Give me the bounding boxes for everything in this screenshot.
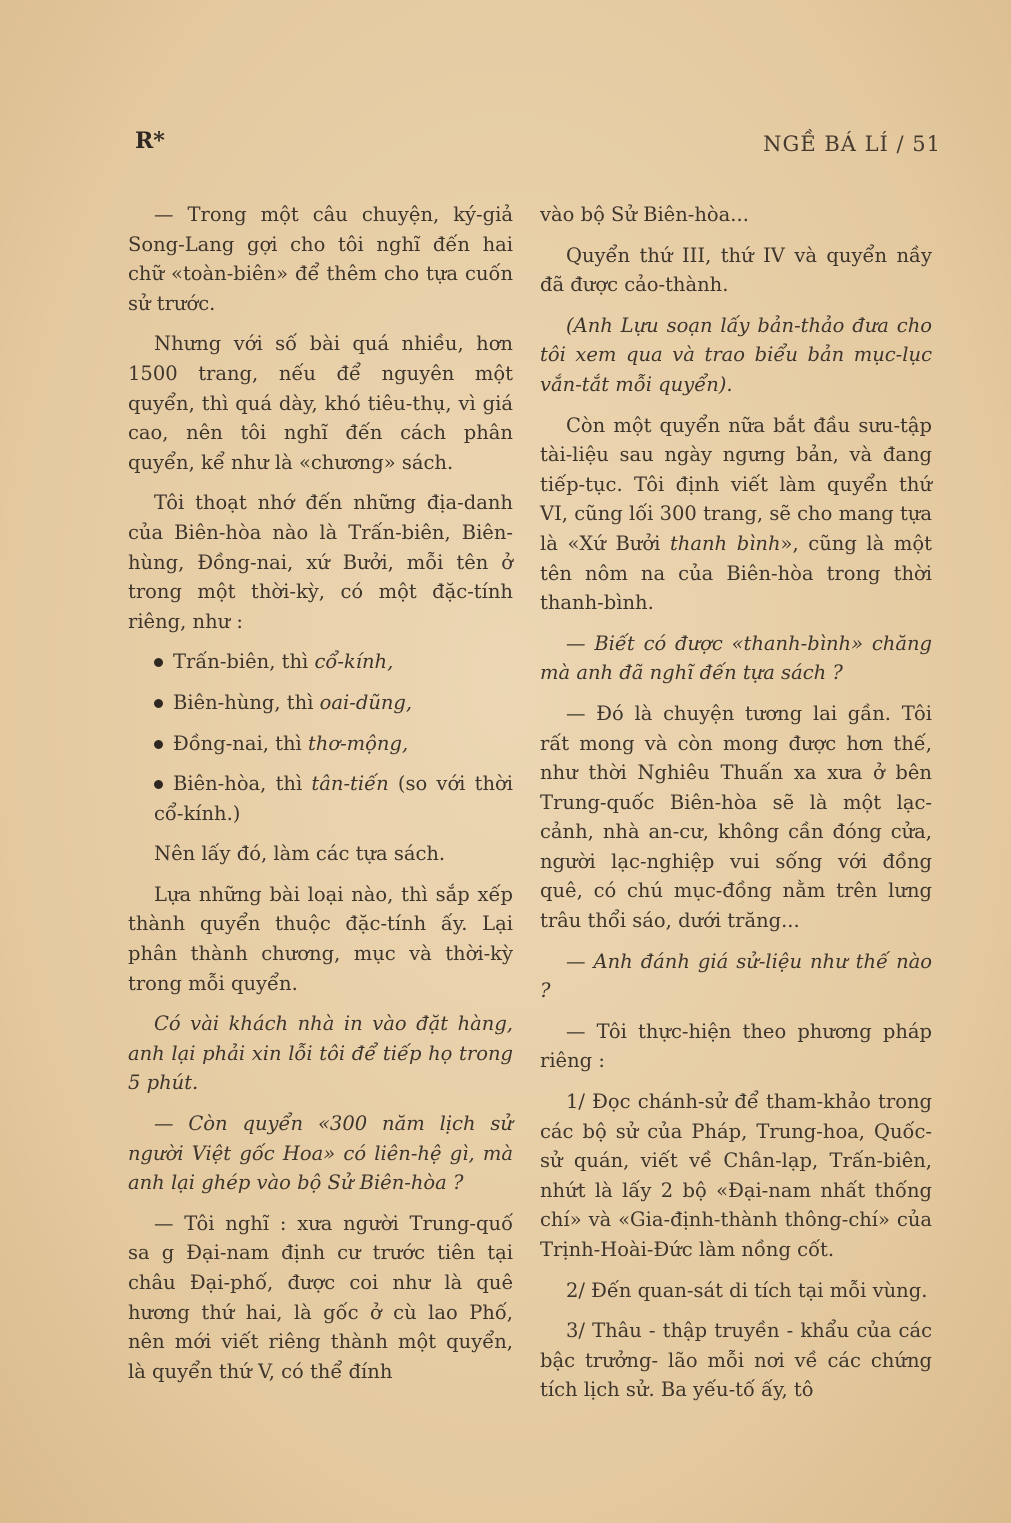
question-italic: — Anh đánh giá sử-liệu như thế nào ? [540,949,932,1003]
list-item-name: Biên-hòa, thì [173,772,312,796]
list-item-name: Trấn-biên, thì [173,650,315,674]
text-run: Còn một quyển nữa bắt đầu sưu-tập tài-liệu sau ngày ngưng bản, và đang tiếp-tục. Tôi định viết làm quyển thứ VI, cũng lối 300 trang, sẽ cho mang tựa là «Xứ Bưởi [540,413,932,555]
list-item [128,769,513,828]
paragraph: — Tôi nghĩ : xưa người Trung-quố sa g Đại-nam định cư trước tiên tại châu Đại-phố, được coi như là quê hương thứ hai, là gốc ở cù lao Phố, nên mới viết riêng thành một quyển, là quyển thứ V, có thể đính [128,1211,513,1383]
list-item-trait: oai-dũng, [319,690,413,714]
text-run: », cũng là một tên nôm na của Biên-hòa trong thời thanh-bình. [540,531,932,615]
paragraph: — Đó là chuyện tương lai gần. Tôi rất mong và còn mong được hơn thế, như thời Nghiêu Thuấn xa xưa ở bên Trung-quốc Biên-hòa sẽ là một lạc-cảnh, nhà an-cư, không cần đóng cửa, người lạc-nghiệp vui sống với đồng quê, có chú mục-đồng nằm trên lưng trâu thổi sáo, dưới trăng... [540,701,932,933]
paragraph: Lựa những bài loại nào, thì sắp xếp thành quyển thuộc đặc-tính ấy. Lại phân thành chương, mục và thời-kỳ trong mỗi quyển. [128,882,513,995]
paragraph: — Tôi thực-hiện theo phương pháp riêng : [540,1019,932,1073]
paragraph: Quyển thứ III, thứ IV và quyển nầy đã được cảo-thành. [540,243,932,297]
running-header: NGỀ BÁ LÍ / 51 [763,132,941,156]
paragraph: — Trong một câu chuyện, ký-giả Song-Lang gợi cho tôi nghĩ đến hai chữ «toàn-biên» để thêm cho tựa cuốn sử trước. [128,203,513,315]
paragraph [540,411,932,618]
list-item [128,688,513,718]
question-italic: — Còn quyển «300 năm lịch sử người Việt gốc Hoa» có liên-hệ gì, mà anh lại ghép vào bộ Sử Biên-hòa ? [128,1112,513,1195]
list-item-trait: cổ-kính, [314,650,394,674]
list-item-name: Đồng-nai, thì [173,731,308,755]
paragraph: Nên lấy đó, làm các tựa sách. [154,842,446,866]
list-item-trait: thơ-mộng, [307,731,409,755]
paragraph: 2/ Đến quan-sát di tích tại mỗi vùng. [566,1278,928,1302]
list-item-trait: tân-tiến [311,772,389,796]
paragraph-italic: Có vài khách nhà in vào đặt hàng, anh lại phải xin lỗi tôi để tiếp họ trong 5 phút. [128,1012,513,1095]
signature-marker: R* [135,128,165,154]
list-item-name: Biên-hùng, thì [173,690,320,714]
list-item [128,729,513,759]
right-column [540,200,932,1416]
bullet-icon [154,780,163,789]
text-run-italic: thanh bình [669,531,781,555]
question-italic: — Biết có được «thanh-bình» chăng mà anh đã nghĩ đến tựa sách ? [540,631,932,685]
paragraph: 3/ Thâu - thập truyền - khẩu của các bậc trưởng- lão mỗi nơi về các chứng tích lịch sử. Ba yếu-tố ấy, tô [540,1319,932,1402]
paragraph: Nhưng với số bài quá nhiều, hơn 1500 trang, nếu để nguyên một quyển, thì quá dày, khó tiêu-thụ, vì giá cao, nên tôi nghĩ đến cách phân quyển, kể như là «chương» sách. [128,332,513,474]
paragraph: Tôi thoạt nhớ đến những địa-danh của Biên-hòa nào là Trấn-biên, Biên-hùng, Đồng-nai, xứ Bưởi, mỗi tên ở trong một thời-kỳ, có một đặc-tính riêng, như : [128,491,513,633]
paragraph: 1/ Đọc chánh-sử để tham-khảo trong các bộ sử của Pháp, Trung-hoa, Quốc-sử quán, viết về Chân-lạp, Trấn-biên, nhứt là lấy 2 bộ «Đại-nam nhất thống chí» và «Gia-định-thành thông-chí» của Trịnh-Hoài-Đức làm nồng cốt. [540,1090,932,1261]
list-item [128,647,513,677]
left-column [128,200,513,1397]
bullet-icon [154,658,163,667]
paragraph: vào bộ Sử Biên-hòa... [540,203,749,226]
bullet-icon [154,699,163,708]
bullet-icon [154,740,163,749]
list-item-tail: (so với thời cổ-kính.) [154,772,513,825]
paragraph-italic: (Anh Lựu soạn lấy bản-thảo đưa cho tôi xem qua và trao biểu bản mục-lục vắn-tắt mỗi quyển). [540,313,932,396]
